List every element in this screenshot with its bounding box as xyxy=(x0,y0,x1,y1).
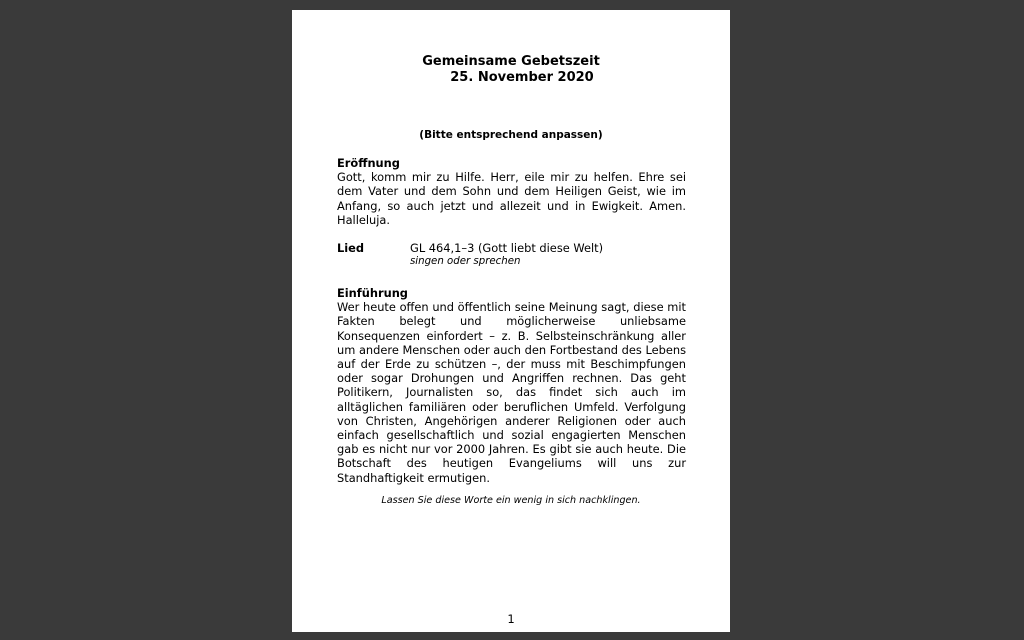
lied-text: GL 464,1–3 (Gott liebt diese Welt) xyxy=(410,241,604,255)
section-einfuehrung xyxy=(337,286,686,485)
title-line-2: 25. November 2020 xyxy=(450,70,594,85)
instruction-text: Lassen Sie diese Worte ein wenig in sich nachklingen. xyxy=(381,495,641,506)
lied-label: Lied xyxy=(337,241,365,255)
eroeffnung-heading: Eröffnung xyxy=(337,156,400,170)
section-eroeffnung xyxy=(337,156,686,227)
document-page xyxy=(292,10,730,632)
document-title xyxy=(292,54,730,86)
page-number: 1 xyxy=(507,612,515,626)
eroeffnung-text: Gott, komm mir zu Hilfe. Herr, eile mir zu helfen. Ehre sei dem Vater und dem Sohn und dem Heiligen Geist, wie im Anfang, so auch jetzt und allezeit und in Ewigkeit. Amen. Halleluja. xyxy=(337,170,686,227)
einfuehrung-text: Wer heute offen und öffentlich seine Meinung sagt, diese mit Fakten belegt und möglicherweise unliebsame Konsequenzen einfordert – z. B. Selbsteinschränkung aller um andere Menschen oder auch den Fortbestand des Lebens auf der Erde zu schützen –, der muss mit Beschimpfungen oder sogar Drohungen und Angriffen rechnen. Das geht Politikern, Journalisten so, das findet sich auch im alltäglichen familiären oder beruflichen Umfeld. Verfolgung von Christen, Angehörigen anderer Religionen oder auch einfach gesellschaftlich und sozial engagierten Menschen gab es nicht nur vor 2000 Jahren. Es gibt sie auch heute. Die Botschaft des heutigen Evangeliums will uns zur Standhaftigkeit ermutigen. xyxy=(337,300,686,485)
einfuehrung-heading: Einführung xyxy=(337,286,408,300)
adjust-hint: (Bitte entsprechend anpassen) xyxy=(419,129,603,141)
lied-note: singen oder sprechen xyxy=(410,256,521,268)
title-line-1: Gemeinsame Gebetszeit xyxy=(422,54,600,69)
section-lied xyxy=(337,241,686,269)
